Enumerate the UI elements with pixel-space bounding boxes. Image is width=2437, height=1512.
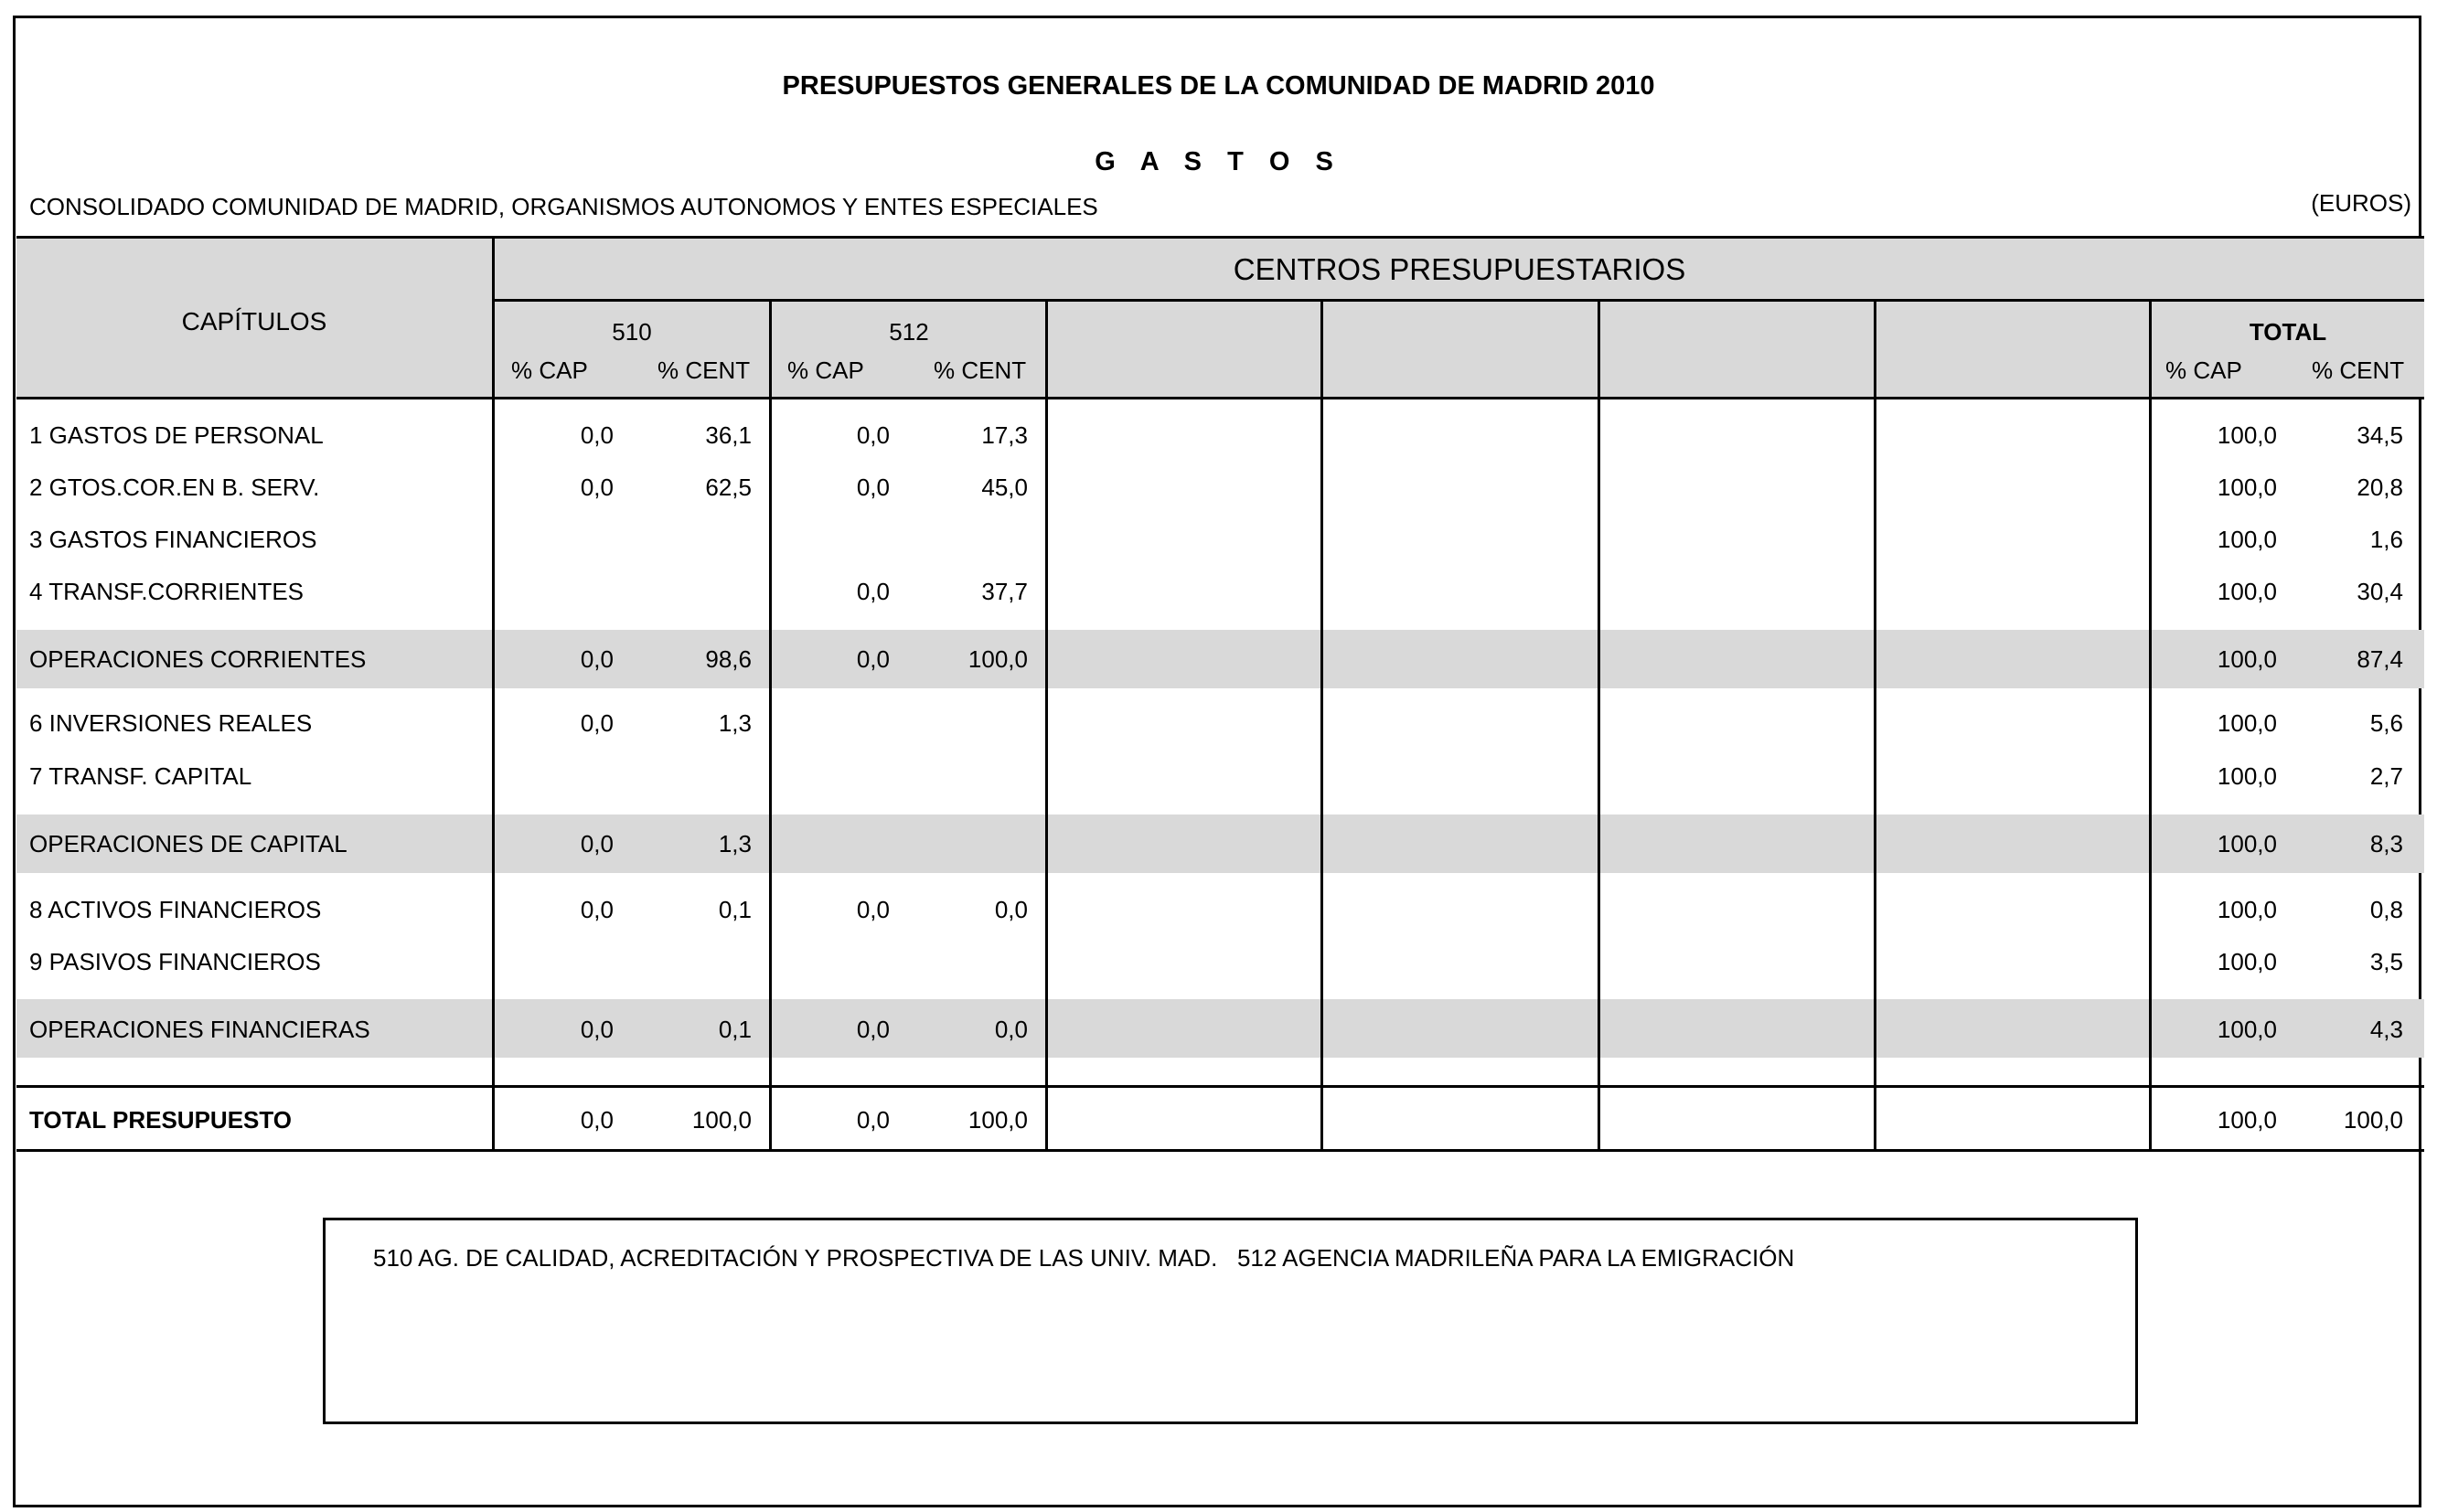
table-cell: 87,4 (2357, 645, 2403, 673)
table-cell: 62,5 (705, 474, 752, 501)
table-cell: 34,5 (2357, 421, 2403, 449)
table-cell: 37,7 (981, 578, 1028, 605)
column-divider (769, 301, 772, 1152)
column-divider (492, 239, 495, 1152)
table-cell: 1,3 (718, 830, 752, 857)
table-cell: 100,0 (967, 645, 1028, 673)
row-header-capitulos: CAPÍTULOS (181, 307, 327, 335)
table-cell: 100,0 (2217, 526, 2277, 553)
table-cell: 0,0 (856, 1106, 890, 1134)
column-subheader-pct-cap: % CAP (2165, 357, 2242, 384)
column-divider (1598, 301, 1600, 1152)
notes-text: 510 AG. DE CALIDAD, ACREDITACIÓN Y PROSPECTIVA DE LAS UNIV. MAD. 512 AGENCIA MADRILEÑA PARA LA EMIGRACIÓN (373, 1244, 1795, 1272)
column-header-total: TOTAL (2249, 318, 2327, 346)
column-divider (1045, 301, 1048, 1152)
row-label: TOTAL PRESUPUESTO (29, 1106, 293, 1134)
table-cell: 1,6 (2369, 526, 2403, 553)
table-cell: 0,0 (994, 896, 1028, 923)
column-subheader-pct-cent: % CENT (2312, 357, 2405, 384)
table-cell: 0,0 (994, 1016, 1028, 1043)
table-cell: 8,3 (2369, 830, 2403, 857)
table-cell: 0,0 (580, 896, 614, 923)
table-cell: 2,7 (2369, 762, 2403, 790)
row-label: OPERACIONES CORRIENTES (29, 645, 367, 673)
table-cell: 0,0 (580, 1106, 614, 1134)
table-cell: 0,0 (580, 709, 614, 737)
column-subheader-pct-cent: % CENT (934, 357, 1027, 384)
header-bottom-border (16, 397, 2424, 399)
column-subheader-pct-cap: % CAP (787, 357, 864, 384)
table-cell: 0,0 (580, 830, 614, 857)
row-label: OPERACIONES DE CAPITAL (29, 830, 347, 857)
row-label: 9 PASIVOS FINANCIEROS (29, 948, 321, 975)
subtotal-band-corrientes (16, 630, 2424, 688)
table-cell: 4,3 (2369, 1016, 2403, 1043)
group-header-rule (492, 299, 2424, 302)
row-label: 6 INVERSIONES REALES (29, 709, 313, 737)
table-cell: 36,1 (705, 421, 752, 449)
table-cell: 5,6 (2369, 709, 2403, 737)
subtotal-band-capital (16, 815, 2424, 873)
column-subheader-pct-cap: % CAP (511, 357, 588, 384)
table-cell: 100,0 (691, 1106, 752, 1134)
notes-box (323, 1218, 2138, 1424)
row-label: 1 GASTOS DE PERSONAL (29, 421, 324, 449)
table-cell: 0,0 (580, 1016, 614, 1043)
table-cell: 0,8 (2369, 896, 2403, 923)
table-cell: 1,3 (718, 709, 752, 737)
table-cell: 100,0 (2217, 762, 2277, 790)
column-divider (2149, 301, 2152, 1152)
table-cell: 100,0 (2217, 1106, 2277, 1134)
column-subheader-pct-cent: % CENT (657, 357, 751, 384)
table-cell: 3,5 (2369, 948, 2403, 975)
table-top-border (16, 236, 2424, 239)
table-cell: 0,0 (580, 474, 614, 501)
row-label: OPERACIONES FINANCIERAS (29, 1016, 370, 1043)
table-cell: 100,0 (2217, 709, 2277, 737)
table-cell: 100,0 (2217, 830, 2277, 857)
table-cell: 100,0 (2217, 948, 2277, 975)
section-title: G A S T O S (1095, 147, 1342, 176)
table-cell: 0,0 (580, 645, 614, 673)
table-cell: 100,0 (2343, 1106, 2403, 1134)
row-label: 3 GASTOS FINANCIEROS (29, 526, 317, 553)
table-cell: 100,0 (2217, 421, 2277, 449)
total-top-border (16, 1085, 2424, 1088)
table-cell: 0,1 (718, 896, 752, 923)
column-divider (1320, 301, 1323, 1152)
group-header-centros: CENTROS PRESUPUESTARIOS (1233, 252, 1686, 286)
table-cell: 0,0 (856, 645, 890, 673)
table-cell: 0,0 (856, 1016, 890, 1043)
table-cell: 0,0 (856, 578, 890, 605)
table-cell: 100,0 (2217, 474, 2277, 501)
table-cell: 17,3 (981, 421, 1028, 449)
table-cell: 98,6 (705, 645, 752, 673)
table-cell: 0,0 (856, 896, 890, 923)
table-cell: 20,8 (2357, 474, 2403, 501)
document-title: PRESUPUESTOS GENERALES DE LA COMUNIDAD DE MADRID 2010 (782, 71, 1655, 101)
table-cell: 30,4 (2357, 578, 2403, 605)
row-label: 7 TRANSF. CAPITAL (29, 762, 252, 790)
table-cell: 0,0 (580, 421, 614, 449)
table-cell: 100,0 (2217, 645, 2277, 673)
table-cell: 45,0 (981, 474, 1028, 501)
table-cell: 100,0 (2217, 896, 2277, 923)
row-label: 8 ACTIVOS FINANCIEROS (29, 896, 322, 923)
table-cell: 100,0 (967, 1106, 1028, 1134)
table-bottom-border (16, 1149, 2424, 1152)
table-cell: 100,0 (2217, 578, 2277, 605)
units-label: (EUROS) (2311, 189, 2411, 217)
table-cell: 0,1 (718, 1016, 752, 1043)
column-header-510: 510 (612, 318, 652, 346)
table-cell: 0,0 (856, 474, 890, 501)
column-divider (1874, 301, 1876, 1152)
table-cell: 100,0 (2217, 1016, 2277, 1043)
row-label: 2 GTOS.COR.EN B. SERV. (29, 474, 320, 501)
document-subtitle: CONSOLIDADO COMUNIDAD DE MADRID, ORGANISMOS AUTONOMOS Y ENTES ESPECIALES (29, 193, 1098, 220)
subtotal-band-financieras (16, 999, 2424, 1058)
row-label: 4 TRANSF.CORRIENTES (29, 578, 305, 605)
table-cell: 0,0 (856, 421, 890, 449)
column-header-512: 512 (889, 318, 929, 346)
